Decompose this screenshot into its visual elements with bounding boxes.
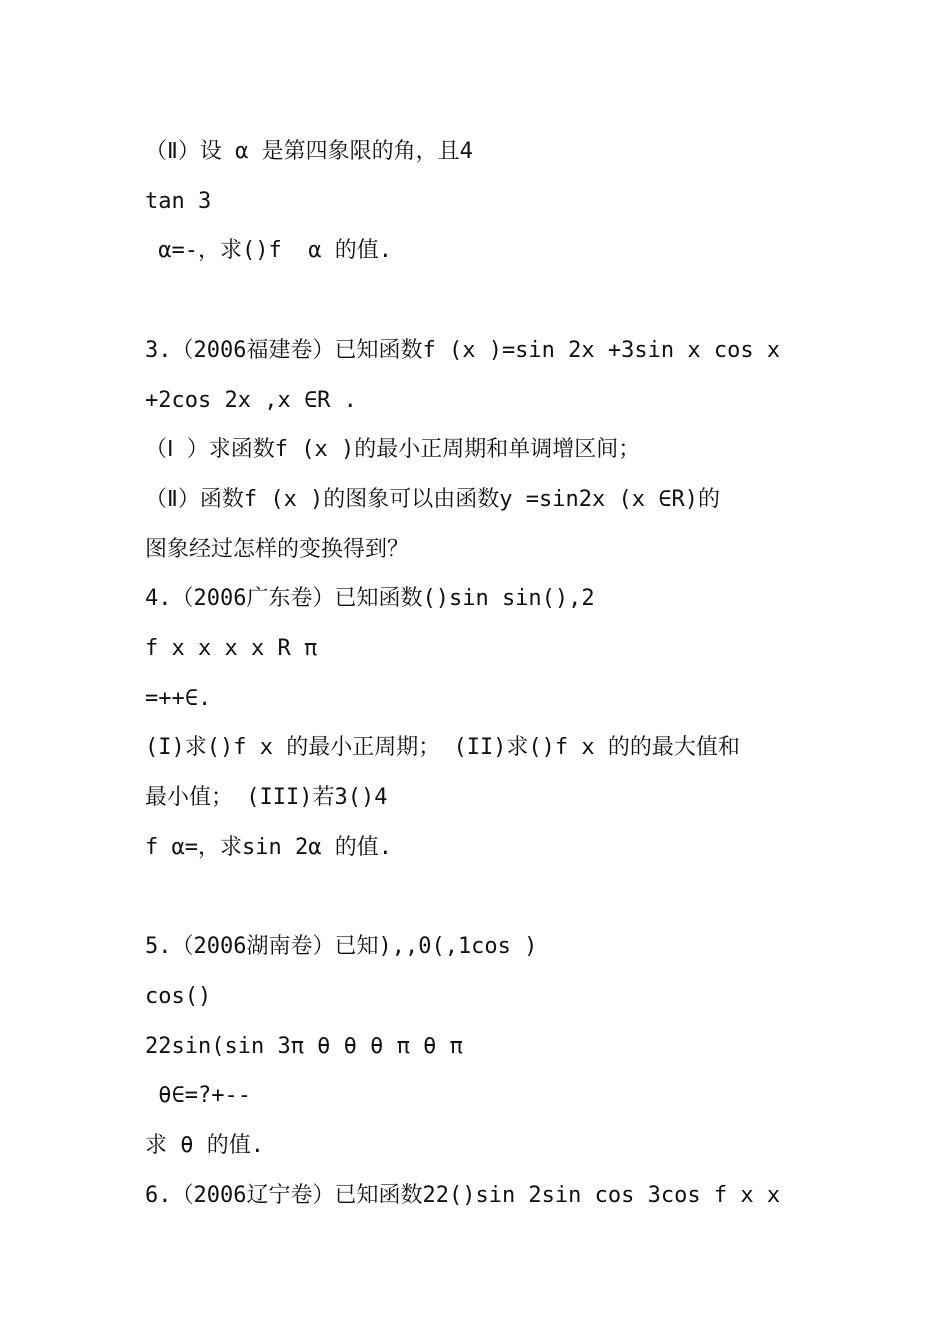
text-line: 22sin(sin 3π θ θ θ π θ π [145,1034,463,1059]
text-line: 5.（2006湖南卷）已知),,0(,1cos ) [145,934,538,959]
text-line: cos() [145,984,212,1009]
text-line: α=-，求()f α 的值. [145,238,392,263]
text-line: tan 3 [145,189,212,214]
text-line: 图象经过怎样的变换得到？ [145,537,410,562]
text-line: （Ⅰ ）求函数f (x )的最小正周期和单调增区间； [145,437,641,462]
text-line: +2cos 2x ,x ∈R . [145,388,357,413]
text-line: （Ⅱ）函数f (x )的图象可以由函数y =sin2x (x ∈R)的 [145,487,720,512]
text-line: f α=，求sin 2α 的值. [145,835,392,860]
text-line: 最小值； (III)若3()4 [145,785,388,810]
text-line: （Ⅱ）设 α 是第四象限的角，且4 [145,139,473,164]
text-line: 6.（2006辽宁卷）已知函数22()sin 2sin cos 3cos f x x [145,1183,781,1208]
text-line: 3.（2006福建卷）已知函数f (x )=sin 2x +3sin x cos x [145,338,781,363]
text-line: 求 θ 的值. [145,1133,264,1158]
text-line: f x x x x R π [145,636,318,661]
text-line: θ∈=?+-- [145,1083,251,1108]
text-line: =++∈. [145,686,212,711]
text-line: 4.（2006广东卷）已知函数()sin sin(),2 [145,586,595,611]
text-line: (I)求()f x 的最小正周期； (II)求()f x 的的最大值和 [145,735,740,760]
